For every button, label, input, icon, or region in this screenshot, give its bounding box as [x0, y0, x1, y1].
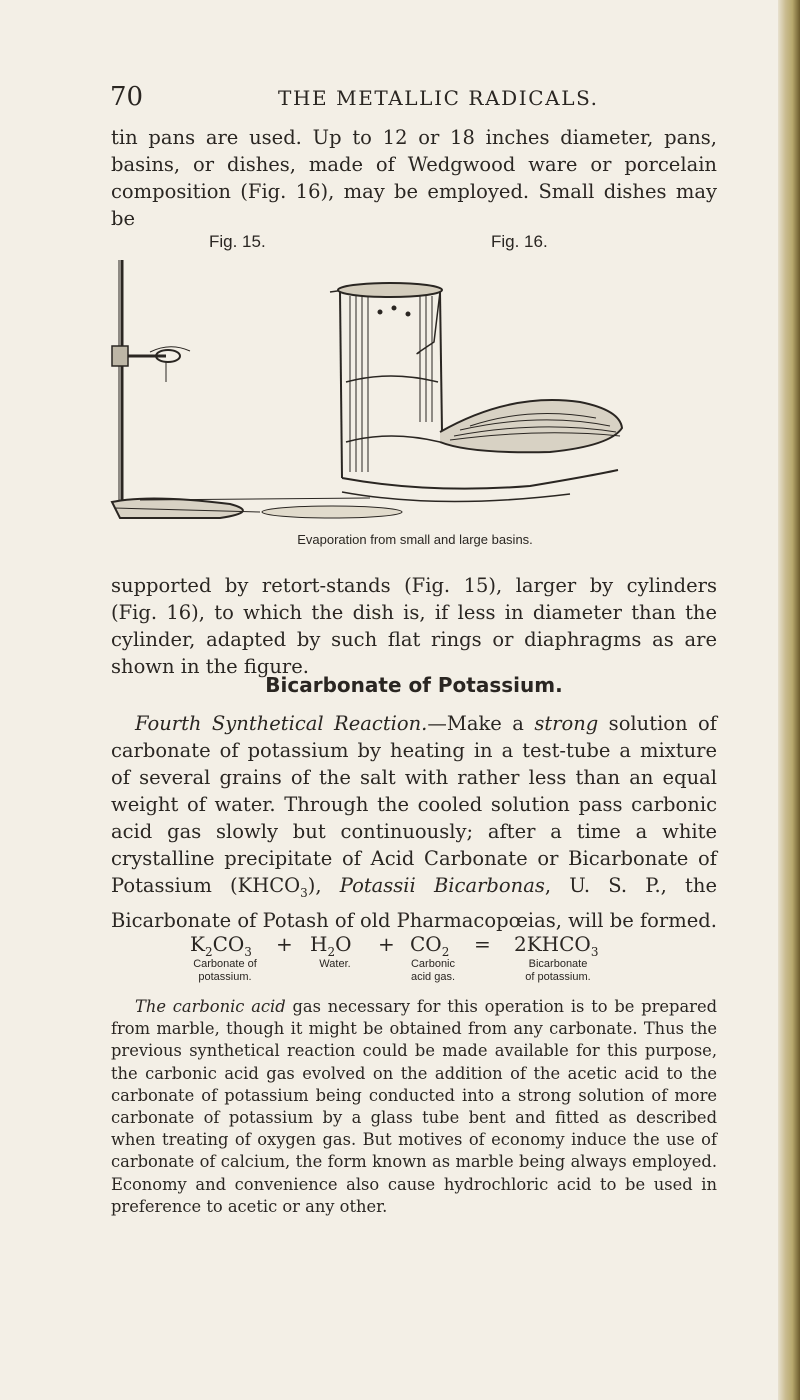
plus-sign: + [378, 932, 395, 956]
equation-term-1: $K_2CO_3$ [190, 932, 252, 959]
fig16-basin-illustration [440, 400, 622, 452]
figure-caption: Evaporation from small and large basins. [297, 532, 533, 547]
term-1-label: Carbonate of potassium. [193, 958, 257, 983]
term-4-label: Bicarbonate of potassium. [525, 958, 591, 983]
running-head: THE METALLIC RADICALS. [278, 86, 599, 110]
page-header [110, 82, 710, 112]
equation-term-4: $2KHCO_3$ [514, 932, 599, 959]
equation-term-3: $CO_2$ [410, 932, 450, 959]
paragraph-4: The carbonic acid gas necessary for this operation is to be prepared from marble, though it might be obtained from any carbonate. Thus the previous synthetical reaction could be made available for this purpose, the carbonic acid gas evolved on the addition of the acetic acid to the carbonate of potassium being conducted into a strong solution of more carbonate of potassium by a glass tube bent and fitted as described when treating of oxygen gas. But motives of economy induce the use of carbonate of calcium, the form known as marble being always employed. Economy and convenience also cause hydrochloric acid to be used in preference to acetic or any other. [111, 997, 717, 1216]
page-number: 70 [110, 82, 144, 112]
plus-sign: + [276, 932, 293, 956]
term-3-label: Carbonic acid gas. [410, 958, 456, 983]
term-2-label: Water. [319, 958, 351, 970]
fig15-retort-stand-illustration [112, 260, 370, 518]
figure-block [110, 232, 720, 562]
equals-sign: = [474, 932, 491, 956]
paragraph-2: supported by retort-stands (Fig. 15), larger by cylinders (Fig. 16), to which the dish is, if less in diameter than the cylinder, adapted by such flat rings or diaphragms as are shown in the figure. [111, 574, 717, 678]
evaporation-illustration [110, 232, 720, 532]
paragraph-3: Fourth Synthetical Reaction.—Make a strong solution of carbonate of potassium by heating in a test-tube a mixture of several grains of the salt with rather less than an equal weight of water. Through the cooled solution pass carbonic acid gas slowly but continuously; after a time a white crystalline precipitate of Acid Carbonate or Bicarbonate of Potassium $(KHCO_3)$, Potassii Bicarbonas, U. S. P., the Bicarbonate of Potash of old Pharmacopœias, will be formed. [111, 712, 717, 932]
section-heading: Bicarbonate of Potassium. [265, 673, 563, 697]
book-spine-edge [778, 0, 800, 1400]
fig16-label: Fig. 16. [491, 232, 548, 251]
equation-term-2: $H_2O$ [310, 932, 352, 959]
reaction-title: Fourth Synthetical Reaction. [135, 712, 428, 735]
chemical-equation [190, 932, 710, 988]
fig15-label: Fig. 15. [209, 232, 266, 251]
paragraph-1: tin pans are used. Up to 12 or 18 inches diameter, pans, basins, or dishes, made of Wedgwood ware or porcelain composition (Fig. 16), may be employed. Small dishes may be [111, 126, 717, 230]
